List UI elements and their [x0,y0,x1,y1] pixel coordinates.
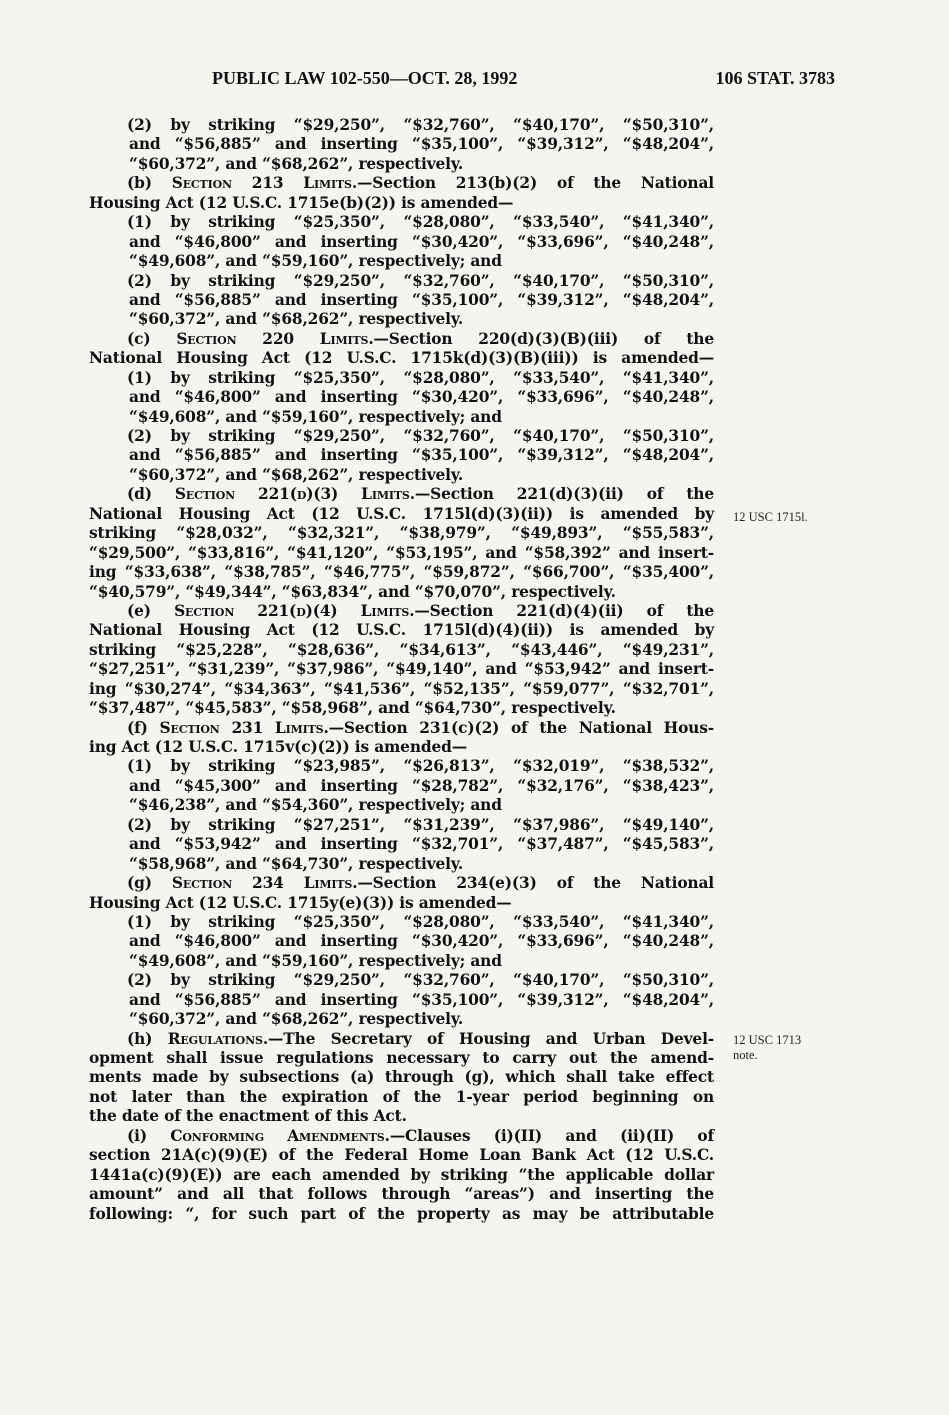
text-line: “$46,238”, and “$54,360”, respectively; and [129,796,502,815]
text-line: (2) by striking “$29,250”, “$32,760”, “$40,170”, “$50,310”, [127,971,714,990]
text-line: (1) by striking “$25,350”, “$28,080”, “$33,540”, “$41,340”, [127,912,714,931]
subsection-marker: (f) [127,718,160,737]
line-text: .—Section 221(d)(3)(ii) of the [409,485,714,504]
margin-citation-text: 12 USC 1713 [733,1033,802,1047]
text-line: section 21A(c)(9)(E) of the Federal Home Loan Bank Act (12 U.S.C. [89,1146,714,1165]
subsection-heading: Regulations [167,1029,263,1048]
line-text: .—Clauses (i)(II) and (ii)(II) of [384,1126,714,1145]
text-line [89,602,714,621]
line-text: .—Section 221(d)(4)(ii) of the [409,601,714,620]
text-line: “$60,372”, and “$68,262”, respectively. [129,1010,464,1029]
line-text: .—Section 220(d)(3)(B)(iii) of the [368,329,714,348]
text-line: National Housing Act (12 U.S.C. 1715l(d)(3)(ii)) is amended by [89,504,714,523]
text-line: “$60,372”, and “$68,262”, respectively. [129,310,464,329]
text-line: National Housing Act (12 U.S.C. 1715k(d)(3)(B)(iii)) is amended— [89,349,714,368]
line-text: .—Section 231(c)(2) of the National Hous- [323,718,714,737]
text-line: “$29,500”, “$33,816”, “$41,120”, “$53,195”, and “$58,392” and insert- [89,543,714,562]
text-line: opment shall issue regulations necessary to carry out the amend- [89,1049,714,1067]
subsection-marker: (b) [127,174,172,193]
text-line: striking “$25,228”, “$28,636”, “$34,613”, “$43,446”, “$49,231”, [89,640,714,659]
text-line: and “$53,942” and inserting “$32,701”, “$37,487”, “$45,583”, [129,835,714,854]
line-text: .—The Secretary of Housing and Urban Devel- [262,1029,715,1048]
text-line: (2) by striking “$27,251”, “$31,239”, “$37,986”, “$49,140”, [127,815,714,834]
text-line: (1) by striking “$23,985”, “$26,813”, “$32,019”, “$38,532”, [127,757,714,776]
subsection-heading: Section 213 Limits [171,174,352,193]
margin-citation [733,510,808,525]
text-line: Housing Act (12 U.S.C. 1715e(b)(2)) is amended— [89,193,514,212]
text-line: “$60,372”, and “$68,262”, respectively. [129,465,464,484]
subsection-marker: (g) [127,874,172,893]
text-line [89,330,714,349]
statute-page-number: 106 STAT. 3783 [715,68,835,88]
line-text: .—Section 234(e)(3) of the National [352,874,714,893]
text-line: “$49,608”, and “$59,160”, respectively; and [129,252,502,271]
margin-citation-text: note. [733,1048,758,1062]
text-line [89,1127,714,1146]
text-line: and “$46,800” and inserting “$30,420”, “$33,696”, “$40,248”, [129,232,714,251]
text-line: and “$46,800” and inserting “$30,420”, “$33,696”, “$40,248”, [129,932,714,951]
text-line: and “$45,300” and inserting “$28,782”, “$32,176”, “$38,423”, [129,776,714,795]
subsection-heading: Conforming Amendments [170,1126,385,1145]
text-line: “$49,608”, and “$59,160”, respectively; and [129,407,502,426]
text-line: ing “$30,274”, “$34,363”, “$41,536”, “$52,135”, “$59,077”, “$32,701”, [89,679,714,698]
text-line [89,874,714,893]
text-line: and “$56,885” and inserting “$35,100”, “$39,312”, “$48,204”, [129,990,714,1009]
subsection-heading: Section 220 Limits [176,329,369,348]
page-header [0,68,949,92]
subsection-marker: (h) [127,1029,168,1048]
text-line: “$49,608”, and “$59,160”, respectively; and [129,951,502,970]
subsection-heading: Section 234 Limits [171,874,353,893]
text-line: (1) by striking “$25,350”, “$28,080”, “$33,540”, “$41,340”, [127,368,714,387]
subsection-marker: (c) [127,329,177,348]
text-line: amount” and all that follows through “areas”) and inserting the [89,1185,714,1204]
text-line: ing “$33,638”, “$38,785”, “$46,775”, “$59,872”, “$66,700”, “$35,400”, [89,563,714,582]
text-line [89,174,714,193]
subsection-marker: (e) [127,601,175,620]
text-line [89,719,714,738]
text-line: and “$56,885” and inserting “$35,100”, “$39,312”, “$48,204”, [129,135,714,154]
text-line: 1441a(c)(9)(E)) are each amended by striking “the applicable dollar [89,1165,714,1184]
margin-citation [733,1033,801,1063]
running-title: PUBLIC LAW 102-550—OCT. 28, 1992 [212,68,518,88]
text-line: “$60,372”, and “$68,262”, respectively. [129,154,464,173]
text-line: and “$46,800” and inserting “$30,420”, “$33,696”, “$40,248”, [129,388,714,407]
subsection-heading: Section 221(d)(4) Limits [174,601,410,620]
text-line: Housing Act (12 U.S.C. 1715y(e)(3)) is amended— [89,893,512,912]
text-line: (1) by striking “$25,350”, “$28,080”, “$33,540”, “$41,340”, [127,213,714,232]
text-line: (2) by striking “$29,250”, “$32,760”, “$40,170”, “$50,310”, [127,427,714,445]
text-line [89,1030,714,1049]
text-line: “$37,487”, “$45,583”, “$58,968”, and “$64,730”, respectively. [89,699,616,718]
subsection-heading: Section 221(d)(3) Limits [174,485,410,504]
text-line: not later than the expiration of the 1-year period beginning on [89,1087,714,1106]
statute-body-text [89,116,714,1224]
line-text: .—Section 213(b)(2) of the National [351,174,714,193]
text-line: ing Act (12 U.S.C. 1715v(c)(2)) is amended— [89,738,467,756]
text-line [89,485,714,504]
text-line: ments made by subsections (a) through (g), which shall take effect [89,1068,714,1087]
text-line: National Housing Act (12 U.S.C. 1715l(d)(4)(ii)) is amended by [89,621,714,640]
text-line: and “$56,885” and inserting “$35,100”, “$39,312”, “$48,204”, [129,290,714,309]
text-line: striking “$28,032”, “$32,321”, “$38,979”, “$49,893”, “$55,583”, [89,524,714,543]
text-line: “$27,251”, “$31,239”, “$37,986”, “$49,140”, and “$53,942” and insert- [89,660,714,679]
text-line: and “$56,885” and inserting “$35,100”, “$39,312”, “$48,204”, [129,446,714,465]
text-line: “$58,968”, and “$64,730”, respectively. [129,854,464,873]
text-line: “$40,579”, “$49,344”, “$63,834”, and “$70,070”, respectively. [89,582,616,601]
text-line: (2) by striking “$29,250”, “$32,760”, “$40,170”, “$50,310”, [127,116,714,134]
text-line: the date of the enactment of this Act. [89,1107,407,1126]
text-line: following: “, for such part of the property as may be attributable [89,1204,714,1223]
subsection-heading: Section 231 Limits [159,718,324,737]
subsection-marker: (d) [127,485,175,504]
subsection-marker: (i) [127,1126,171,1145]
text-line: (2) by striking “$29,250”, “$32,760”, “$40,170”, “$50,310”, [127,271,714,290]
margin-citation-text: 12 USC 1715l. [733,510,808,524]
